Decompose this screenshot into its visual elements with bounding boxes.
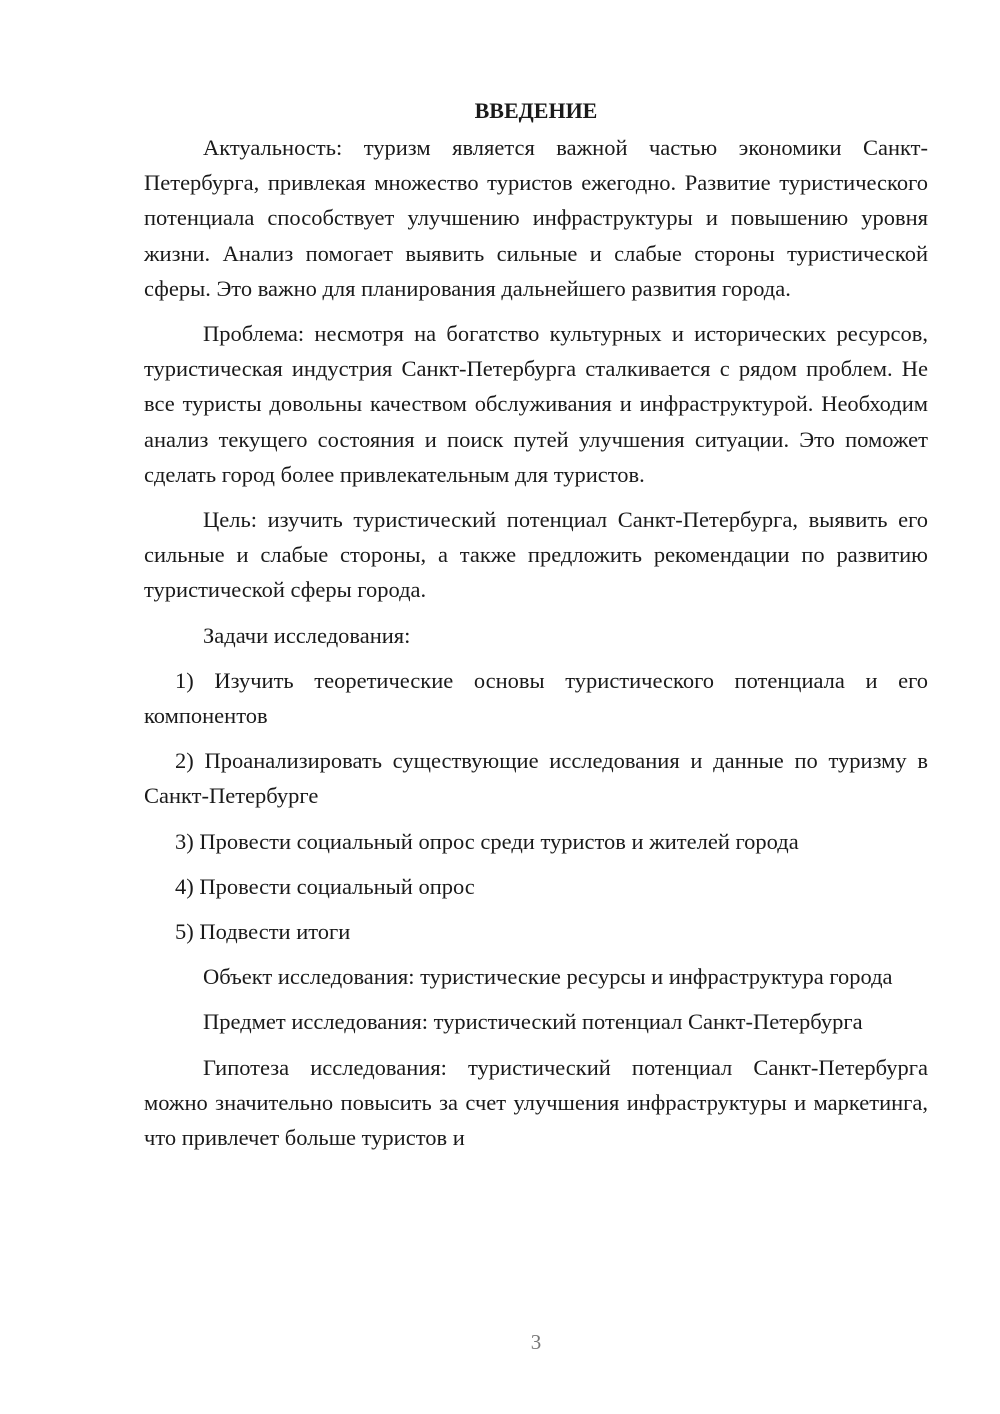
paragraph-hypothesis: Гипотеза исследования: туристический потенциал Санкт-Петербурга можно значительно повысить за счет улучшения инфраструктуры и маркетинга, что привлечет больше туристов и xyxy=(144,1054,928,1151)
section-title: ВВЕДЕНИЕ xyxy=(474,98,598,123)
tasks-heading: Задачи исследования: xyxy=(203,622,411,648)
paragraph-subject: Предмет исследования: туристический потенциал Санкт-Петербурга xyxy=(203,1009,863,1035)
task-item: 2) Проанализировать существующие исследования и данные по туризму в Санкт-Петербурге xyxy=(144,748,928,809)
task-item: 1) Изучить теоретические основы туристического потенциала и его компонентов xyxy=(144,667,928,729)
task-item: 3) Провести социальный опрос среди туристов и жителей города xyxy=(175,828,799,854)
task-item: 4) Провести социальный опрос xyxy=(175,873,475,899)
task-item: 5) Подвести итоги xyxy=(175,919,351,945)
paragraph-relevance: Актуальность: туризм является важной частью экономики Санкт-Петербурга, привлекая множество туристов ежегодно. Развитие туристического потенциала способствует улучшению инфраструктуры и повышению уровня жизни. Анализ помогает выявить сильные и слабые стороны туристической сферы. Это важно для планирования дальнейшего развития города. xyxy=(144,135,928,301)
paragraph-goal: Цель: изучить туристический потенциал Санкт-Петербурга, выявить его сильные и слабые стороны, а также предложить рекомендации по развитию туристической сферы города. xyxy=(144,507,928,603)
paragraph-object: Объект исследования: туристические ресурсы и инфраструктура города xyxy=(203,964,893,990)
document-page xyxy=(144,92,928,1165)
page-number: 3 xyxy=(530,1330,542,1354)
paragraph-problem: Проблема: несмотря на богатство культурных и исторических ресурсов, туристическая индустрия Санкт-Петербурга сталкивается с рядом проблем. Не все туристы довольны качеством обслуживания и инфраструктурой. Необходим анализ текущего состояния и поиск путей улучшения ситуации. Это поможет сделать город более привлекательным для туристов. xyxy=(144,321,928,487)
